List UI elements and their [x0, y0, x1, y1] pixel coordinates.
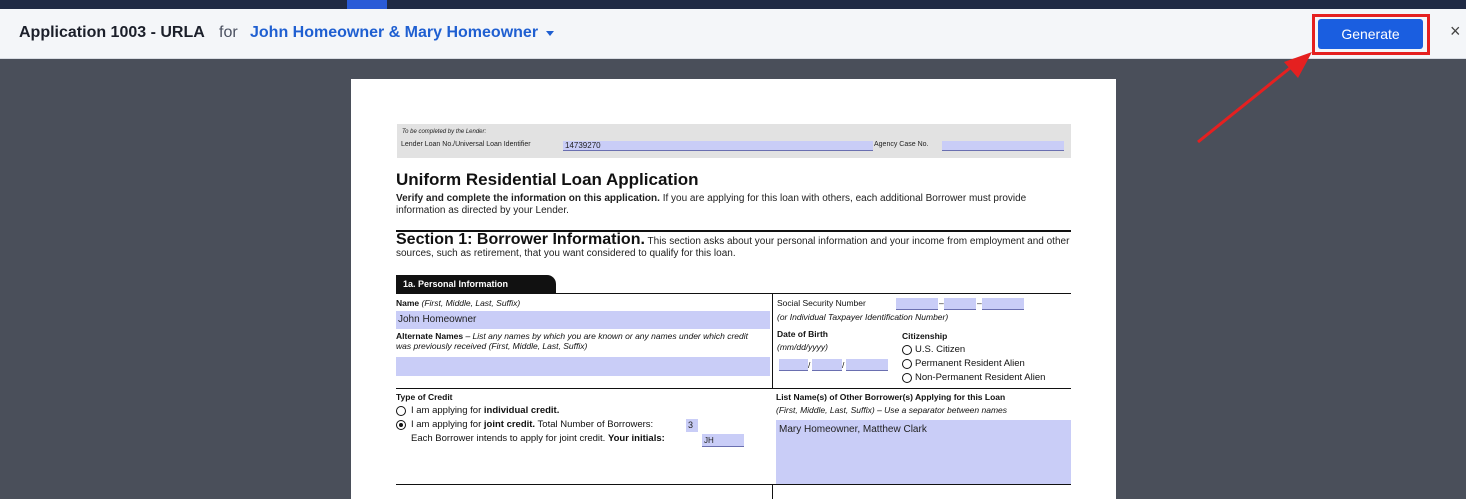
name-field[interactable]: John Homeowner — [396, 311, 770, 329]
total-borrowers-field[interactable]: 3 — [686, 419, 698, 432]
lender-loan-label: Lender Loan No./Universal Loan Identifier — [401, 141, 531, 148]
form-title: Uniform Residential Loan Application — [396, 170, 699, 189]
chevron-down-icon[interactable] — [546, 31, 554, 36]
dob-label: Date of Birth — [777, 329, 828, 339]
lender-section — [397, 124, 1071, 158]
dob-day-field[interactable] — [812, 359, 845, 371]
initials-label: Each Borrower intends to apply for joint credit. Your initials: — [411, 433, 665, 444]
ssn-dash: – — [939, 298, 944, 308]
top-nav-strip — [0, 0, 1466, 9]
red-arrow-annotation — [1190, 50, 1320, 150]
option-us-citizen: U.S. Citizen — [915, 344, 966, 355]
page-title: Application 1003 - URLA — [19, 24, 205, 41]
personal-info-tab: 1a. Personal Information — [396, 275, 556, 294]
dob-hint: (mm/dd/yyyy) — [777, 342, 828, 352]
ssn-label: Social Security Number — [777, 298, 866, 308]
radio-joint-credit[interactable] — [396, 420, 406, 430]
ssn-field-2[interactable] — [944, 298, 976, 310]
borrower-selector[interactable]: John Homeowner & Mary Homeowner — [250, 24, 539, 41]
dob-slash: / — [808, 360, 811, 370]
dob-year-field[interactable] — [846, 359, 888, 371]
alternate-names-label: Alternate Names – List any names by which you are known or any names under which credit was previously received (First, Middle, Last, Suffix) — [396, 331, 748, 351]
radio-individual-credit[interactable] — [396, 406, 406, 416]
type-of-credit-label: Type of Credit — [396, 392, 453, 402]
agency-case-field[interactable] — [942, 141, 1064, 151]
ssn-dash: – — [977, 298, 982, 308]
individual-credit-label: I am applying for individual credit. — [411, 405, 560, 416]
generate-button[interactable]: Generate — [1318, 19, 1423, 49]
lender-loan-field[interactable]: 14739270 — [563, 141, 873, 151]
radio-permanent-resident[interactable] — [902, 359, 912, 369]
ssn-field-3[interactable] — [982, 298, 1024, 310]
radio-us-citizen[interactable] — [902, 345, 912, 355]
name-label: Name (First, Middle, Last, Suffix) — [396, 298, 521, 308]
close-icon[interactable]: × — [1450, 21, 1461, 41]
option-non-permanent-resident: Non-Permanent Resident Alien — [915, 372, 1046, 383]
column-divider — [772, 293, 773, 388]
other-borrowers-label: List Name(s) of Other Borrower(s) Applying for this Loan — [776, 392, 1006, 402]
radio-non-permanent-resident[interactable] — [902, 373, 912, 383]
urla-document — [351, 79, 1116, 499]
for-label: for — [219, 24, 238, 41]
dob-month-field[interactable] — [779, 359, 811, 371]
other-borrowers-hint: (First, Middle, Last, Suffix) – Use a separator between names — [776, 405, 1008, 415]
citizenship-label: Citizenship — [902, 331, 948, 341]
verify-instructions: Verify and complete the information on this application. If you are applying for this loan with others, each additional Borrower must provide information as directed by your Lender. — [396, 193, 1027, 216]
column-divider — [772, 484, 773, 499]
ssn-field-1[interactable] — [896, 298, 938, 310]
option-permanent-resident: Permanent Resident Alien — [915, 358, 1025, 369]
joint-credit-label: I am applying for joint credit. Total Number of Borrowers: — [411, 419, 654, 430]
active-tab-indicator — [347, 0, 387, 9]
dob-slash: / — [842, 360, 845, 370]
alternate-names-field[interactable] — [396, 357, 770, 376]
section-1-heading: Section 1: Borrower Information. This section asks about your personal information and your income from employment and other sources, such as retirement, that you want considered to qualify for this loan. — [396, 231, 1070, 259]
agency-case-label: Agency Case No. — [874, 141, 929, 148]
initials-field[interactable]: JH — [702, 434, 744, 447]
rule — [396, 484, 1071, 485]
other-borrowers-field[interactable]: Mary Homeowner, Matthew Clark — [776, 420, 1071, 484]
lender-note: To be completed by the Lender: — [402, 129, 487, 135]
rule — [396, 388, 1071, 389]
ssn-hint: (or Individual Taxpayer Identification Number) — [777, 312, 949, 322]
rule — [396, 293, 1071, 294]
